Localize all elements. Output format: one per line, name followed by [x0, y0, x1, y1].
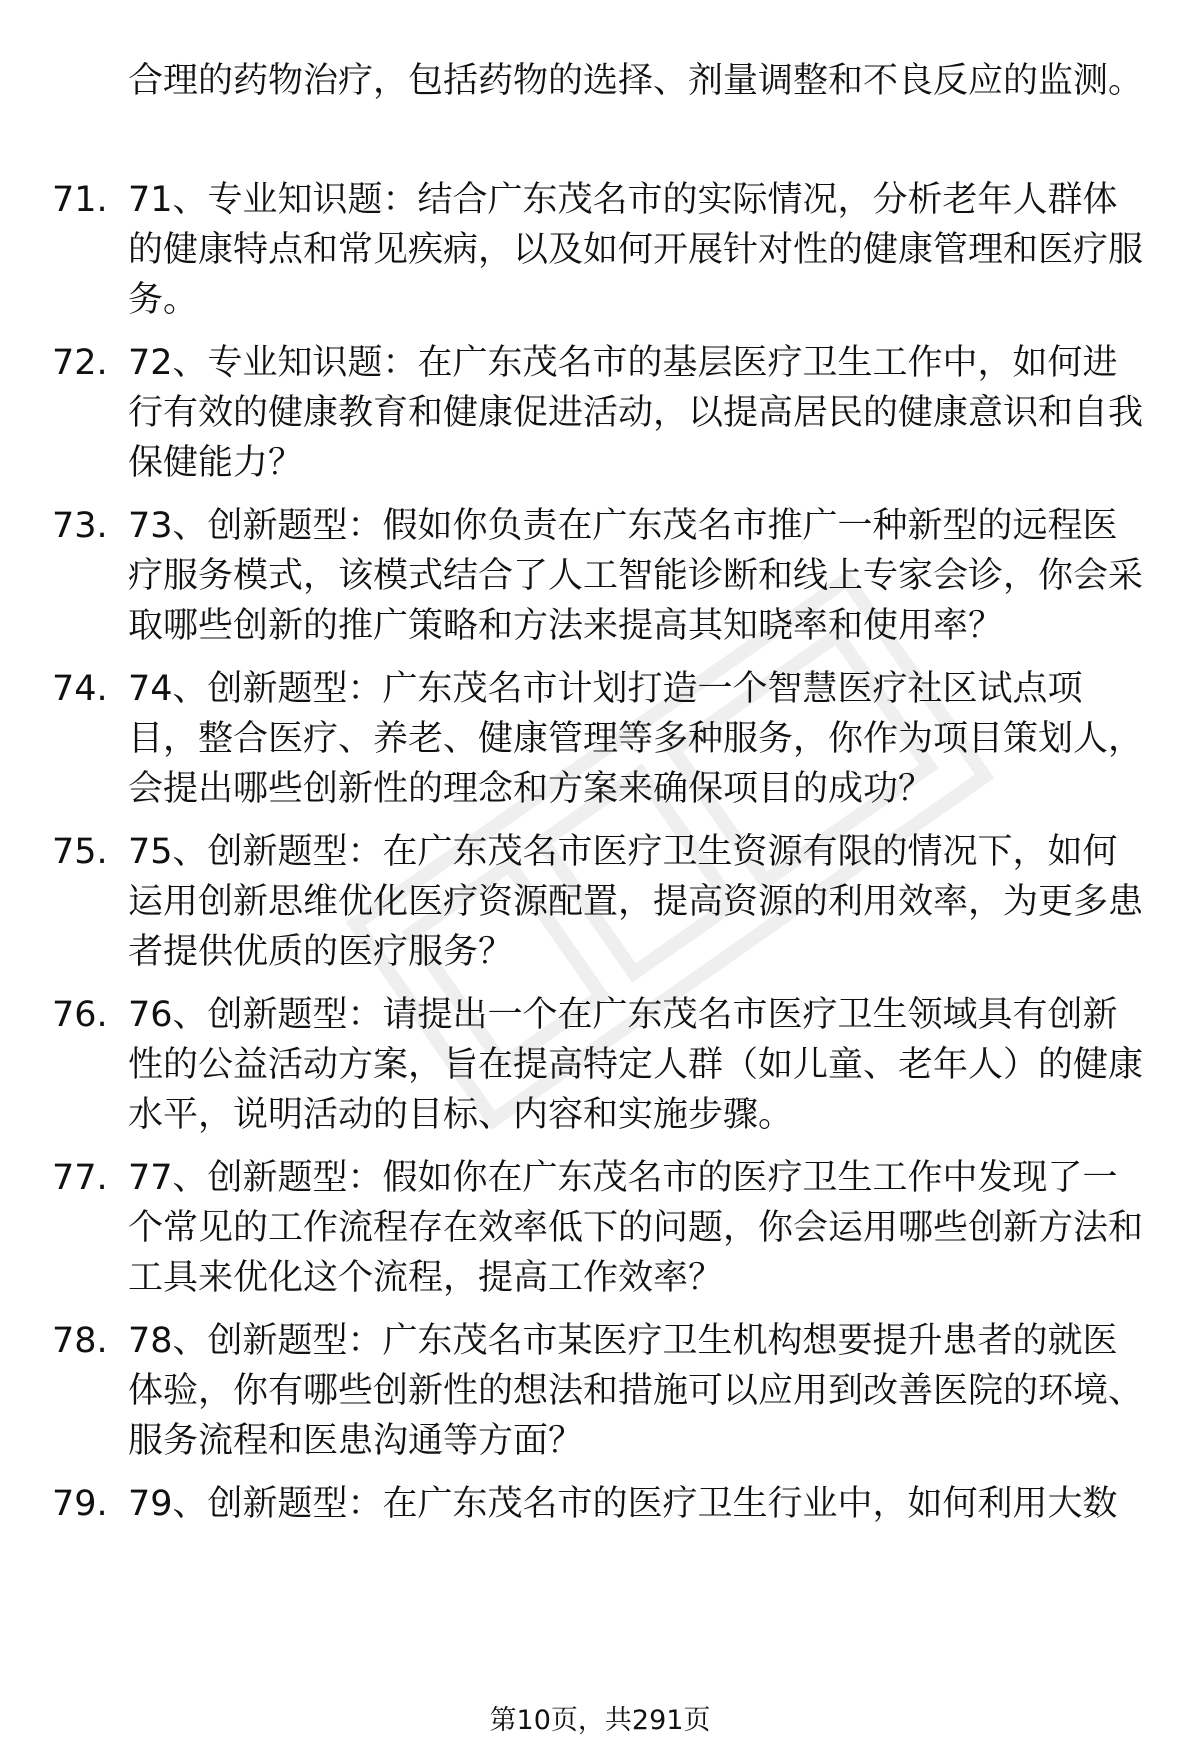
item-text: 73、创新题型：假如你负责在广东茂名市推广一种新型的远程医疗服务模式，该模式结合了人工智能诊断和线上专家会诊，你会采取哪些创新的推广策略和方法来提高其知晓率和使用率？ [128, 506, 1144, 646]
item-text: 77、创新题型：假如你在广东茂名市的医疗卫生工作中发现了一个常见的工作流程存在效率低下的问题，你会运用哪些创新方法和工具来优化这个流程，提高工作效率？ [128, 1158, 1144, 1298]
item-text: 79、创新题型：在广东茂名市的医疗卫生行业中，如何利用大数 [128, 1484, 1118, 1524]
page-footer: 第10页，共291页 [489, 1705, 711, 1736]
item-text: 76、创新题型：请提出一个在广东茂名市医疗卫生领域具有创新性的公益活动方案，旨在提高特定人群（如儿童、老年人）的健康水平，说明活动的目标、内容和实施步骤。 [128, 995, 1144, 1135]
item-number: 72. [52, 343, 108, 383]
item-number: 75. [52, 832, 108, 872]
item-number: 76. [52, 995, 108, 1035]
item-text: 74、创新题型：广东茂名市计划打造一个智慧医疗社区试点项目，整合医疗、养老、健康管理等多种服务，你作为项目策划人，会提出哪些创新性的理念和方案来确保项目的成功？ [128, 669, 1144, 809]
item-text: 71、专业知识题：结合广东茂名市的实际情况，分析老年人群体的健康特点和常见疾病，以及如何开展针对性的健康管理和医疗服务。 [128, 180, 1144, 320]
continuation-paragraph: 合理的药物治疗，包括药物的选择、剂量调整和不良反应的监测。 [128, 61, 1144, 101]
item-number: 71. [52, 180, 108, 220]
item-number: 78. [52, 1321, 108, 1361]
item-text: 78、创新题型：广东茂名市某医疗卫生机构想要提升患者的就医体验，你有哪些创新性的想法和措施可以应用到改善医院的环境、服务流程和医患沟通等方面？ [128, 1321, 1144, 1461]
item-number: 77. [52, 1158, 108, 1198]
item-text: 72、专业知识题：在广东茂名市的基层医疗卫生工作中，如何进行有效的健康教育和健康促进活动，以提高居民的健康意识和自我保健能力？ [128, 343, 1144, 483]
item-text: 75、创新题型：在广东茂名市医疗卫生资源有限的情况下，如何运用创新思维优化医疗资源配置，提高资源的利用效率，为更多患者提供优质的医疗服务？ [128, 832, 1144, 972]
item-number: 74. [52, 669, 108, 709]
item-number: 79. [52, 1484, 108, 1524]
item-number: 73. [52, 506, 108, 546]
